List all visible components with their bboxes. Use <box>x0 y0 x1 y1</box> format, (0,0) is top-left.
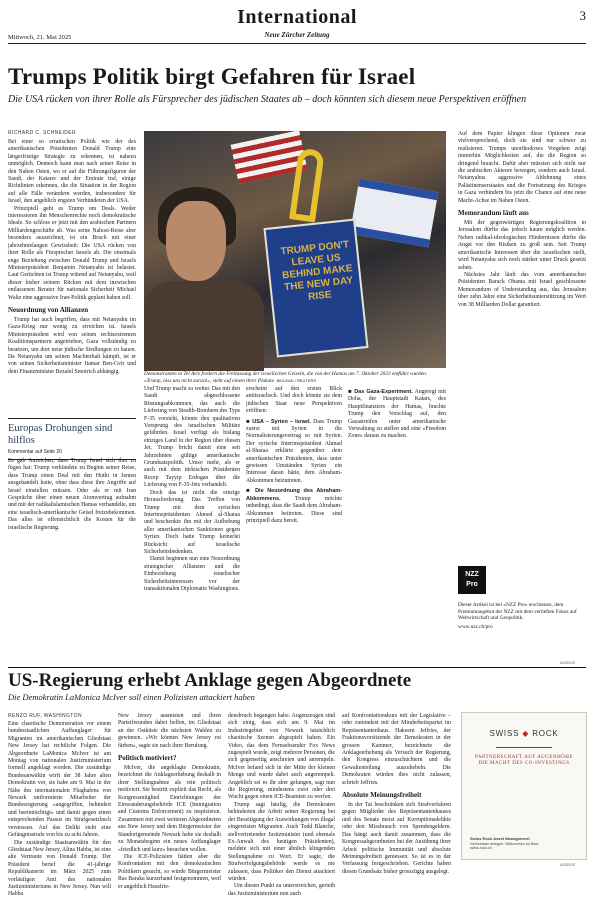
ad-tagline: PARTNERSCHAFT AUF AUGENHÖHE DIE MACHT DES CO-INVESTINGS <box>475 755 573 767</box>
section-heading: Neuordnung von Allianzen <box>8 305 89 314</box>
section-title: International <box>237 6 357 28</box>
paragraph: Um diesen Punkt zu unterstreichen, gerieth das Justizministerium nun auch <box>228 883 335 897</box>
paragraph: Trump hat auch begriffen, dass mit Netanyahu im Gaza-Krieg nur wenig zu erreichen ist. Israels Ministerpräsident wird von seinen rechtsextremen Koalitionspartnern angetrieben, Gaza vollständig zu besetzen, um dort neue jüdische Siedlungen zu bauen. Da Netanyahu um seinen Machterhalt kämpft, ist er von seinen Sicherheitsminister Itamar Ben-Gvir und dem Finanzminister Bezalel Smotrich abhängig. <box>8 316 136 375</box>
bullet-text: Trump möchte unbedingt, dass die Saudi dem Abraham-Abkommen beitreten. Diese sind prinzipiell dazu bereit. <box>246 495 342 524</box>
nzz-pro-logo <box>458 566 486 594</box>
bullet-title: Das Gaza-Experiment. <box>354 389 413 395</box>
paragraph: Es gab Anzeichen, dass Trump Israel sich ihm zu fügen hat: Trump verkündete zu Beginn seiner Reise, dass Trump einen Deal mit den Huthi in Jemen ausgehandelt hatte, ohne dass diese ihre Angriffe auf Israel einstellen müssen. Oder als er mit Iran Gespräche über einen neuen Atomvertrag aufnahm und mit der radikalislamischen Hamas verhandelte, um eine israelisch-amerikanische Geisel freizubekommen. Das alles ist offensichtlich die Kosten für die israelische Regierung. <box>8 458 136 531</box>
article-column-3b <box>348 386 446 656</box>
article-column-4 <box>458 131 586 559</box>
article-headline: Trumps Politik birgt Gefahren für Israel <box>8 64 416 89</box>
photo-caption <box>144 371 446 384</box>
paragraph: Nächstes Jahr läuft das vom amerikanischen Präsidenten Barack Obama mit Israel geschlossene Memorandum of Understanding aus, das Jerusalem über zehn Jahre eine Sicherheitsunterstützung im Wert von 38 Milliarden Dollar garantiert. <box>458 271 586 308</box>
bullet-title: USA – Syrien – Israel. <box>252 418 312 425</box>
divider <box>496 747 552 748</box>
caption-text: Demonstranten in Tel Aviv fordern die Freilassung der israelischen Geiseln, die von der Hamas am 7. Oktober 2023 entführt wurden. «Trump, lass uns nicht zurück», steht auf einem ihrer Plakate. <box>144 371 428 384</box>
article2-column-1 <box>8 721 111 898</box>
paragraph: Doch das ist nicht die einzige Herausforderung. Das Treffen von Trump mit dem syrischen Interimspräsidenten Ahmed al-Sharaa und beschenkte ihn mit der Aufhebung aller amerikanischen Sanktionen gegen Syrien. Doch hatte Trump keinerlei Rücksicht auf israelische Sicherheitsbedenken. <box>144 489 240 555</box>
paragraph: Die ICE-Polizisten hätten aber die Konfrontation mit den demokratischen Politikern gesucht, so würde Bürgermeister Ras Baraka kurzerhand festgenommen, weil er angeblich Hausfrie- <box>118 853 221 890</box>
photo-credit: BK/LEAD / REUTERS <box>276 377 317 383</box>
swiss-rock-logo <box>462 729 586 738</box>
article2-subhead: Die Demokratin LaMonica McIver soll einen Polizisten attackiert haben <box>8 692 255 702</box>
article2-byline: RENZO RUF, WASHINGTON <box>8 713 82 719</box>
article-subhead: Die USA rücken von ihrer Rolle als Fürsprecher des jüdischen Staates ab – doch könnten sich diesem neue Perspektiven eröffnen <box>8 94 527 105</box>
paragraph: densbruch begangen habe. Augenzeugen sind sich einig, dass sich am 9. Mai im Industriegebiet von Newark tatsächlich chaotische Szenen abgespielt haben. Ein Video, das dem Fernsehsender Fox News zugespielt wurde, zeigt mehrere Personen, die sich gegenseitig anschreien und anrempeln. McIver befand sich in der Mitte der kleinen Menge und wurde dabei auch angerempelt. Angeblich sei es ihr aber gelungen, sagt nun die Regierung, mindestens zwei oder drei Wucht gegen einen ICE-Beamten zu werfen. <box>228 713 335 801</box>
logo-text: Pro <box>466 581 478 588</box>
ad-company: Swiss Rock Asset Management <box>470 836 530 842</box>
paragraph: McIver, die angeklagte Demokratin, bezeichnet die Anklageerhebung deshalb in ihrer Stellungnahme als rein politisch motiviert. Sie bestritt explizit das Recht, als Kongressmitglied Einrichtungen der Einwanderungsbehörde ICE (Immigration and Customs Enforcement) zu inspizieren. Zusammen mit zwei weiteren Abgeordneten aus New Jersey und dem Bürgermeister der Standortgemeinde Newark habe sie deshalb zu Monatsbeginn ein neues Auffanglager «friedlich und kurz» besuchen wollen. <box>118 765 221 853</box>
paragraph: Damit beginnen nun eine Neuordnung strategischer Allianzen und die Einbeziehung israelischer Sicherheitsinteressen vor der transaktionalen Diplomatie Washingtons. <box>144 556 240 592</box>
bullet-item: ■ USA – Syrien – Israel. Dass Trump zuerst mit Syrien in die Normalisierungsvertrag so mit Syrien. Der syrische Interimspräsident Ahmad al-Sharaa erklärte gegenüber dem amerikanischen Präsidenten, dass unter gewissen Umständen Syrien ein Interesse daran hätte, dem Abraham-Abkommen beizutreten. <box>246 418 342 484</box>
article2-column-3 <box>228 713 335 897</box>
article-column-1b <box>8 458 136 658</box>
article-column-1 <box>8 139 136 376</box>
ad-link[interactable]: www.nzz.ch/pro <box>458 623 493 630</box>
paper-name: Neue Zürcher Zeitung <box>264 31 330 39</box>
paragraph: Die zuständige Staatsanwältin für den Gliedstaat New Jersey, Alina Habba, ist eine alte Vertraute von Donald Trump. Der Präsident berief die 41-jährige Republikanerin im März 2025 zum vorläufigen Amt des nationalen Justizministeriums in New Jersey. Nun will Habba <box>8 839 111 898</box>
paragraph: In der Tat beschränken sich Strafverfahren gegen Mitglieder des Repräsentantenhauses und des Senats meist auf Korruptionsdelikte oder den Missbrauch von Spendengeldern. Das hängt auch damit zusammen, dass die Kongressabgeordneten bei der Ausübung ihrer Arbeit politische Immunität und absolute Meinungsfreiheit geniessen. So ist es in der Verfassung festgeschrieben. Gerichte haben diesen Grundsatz bisher grosszügig ausgelegt. <box>342 802 451 875</box>
sign-text: TRUMP DON'T LEAVE US BEHIND MAKE THE NEW DAY RISE <box>280 239 354 303</box>
article2-headline: US-Regierung erhebt Anklage gegen Abgeordnete <box>8 670 412 691</box>
ad-link[interactable]: swiss-rock.ch <box>470 846 492 851</box>
paragraph: Trump sagt häufig, die Demokraten behinderten die Arbeit seiner Regierung bei der Beseitigung der Auswirkungen von illegal eingereisten Migranten. Auch Todd Blanche, stellvertretender Justizminister (und ehemals Ex-Anwalt des heutigen Präsidenten), meldete sich mit einer ähnlich klingenden Stellungnahme zu Wort. Er sagte, die Strafverfolgungsbehörde werde es nie zulassen, dass Politiker den Dienst attackiert würden. <box>228 801 335 882</box>
bullet-title: Die Neuordnung des Abraham-Abkommens. <box>246 488 342 502</box>
section-divider <box>8 667 586 668</box>
issue-date: Mittwoch, 21. Mai 2025 <box>8 34 72 41</box>
ad-label: ANZEIGE <box>560 863 576 867</box>
person-graphic <box>166 201 226 281</box>
logo-text: ROCK <box>532 729 559 738</box>
paragraph: Eine chaotische Demonstration vor einem bundesstaatlichen Auffanglager für Migranten im amerikanischen Gliedstaat New Jersey hat rechtliche Folgen. Die Abgeordnete LaMonica McIver ist am Montag von nationalen Justizministerium formell angeklagt worden. Die zuständige Bundesanwältin wirft der 38 Jahre alten Demokratin vor, sie habe am 9. Mai in der Nähe des internationalen Flughafens von Newark uniformierte Mitarbeiter der Bundesregierung «angegriffen, behindert und beeinträchtigt» und damit gegen einen entsprechenden Passus im Strafgesetzbuch verstossen. Auf das Delikt steht eine Gefängnisstrafe von bis zu acht Jahren. <box>8 721 111 839</box>
paragraph: Und Trump macht so weiter. Das mit den Saudi abgeschlossene Rüstungsabkommen, das auch die Lieferung von Stealth-Bombern des Typs F-35 vorsieht, könnte den qualitativen Vorsprung des israelischen Militärs gefährden. Israel verfügt als bislang einziges Land in der Region über diesen Jet. Trump bricht damit eine seit Jahrzehnten gültige amerikanische Grundsatzpolitik. Umso mehr, als er auch mit dem türkischen Präsidenten Recep Tayyip Erdogan über die Lieferung von F-35-Jets verhandelt. <box>144 386 240 489</box>
article-byline: RICHARD C. SCHNEIDER <box>8 130 77 136</box>
teaser-reference: Kommentar auf Seite 20 <box>8 449 62 455</box>
article-photo <box>144 131 446 368</box>
paragraph: auf Konfrontationskurs mit der Legislative – oder zumindest mit der Minderheitspartei im Repräsentantenhaus. Hakeem Jeffries, der Fraktionsvorsitzende der Demokraten in der grossen Kammer, bezeichnete die Anklageerhebung als Versuch der Regierung, den Kongress einzuschüchtern und die Gewaltenteilung auszuhebeln. Die Demokraten würden dies nicht zulassen, schrieb Jeffries. <box>342 713 451 786</box>
bullet-text: Dass Trump zuerst mit Syrien in die Normalisierungsvertrag so mit Syrien. Der syrische Interimspräsident Ahmad al-Sharaa erklärte gegenüber dem amerikanischen Präsidenten, dass unter gewissen Umständen Syrien ein Interesse daran hätte, dem Abraham-Abkommen beizutreten. <box>246 418 342 484</box>
paragraph: Mit der gegenwärtigen Regierungskoalition in Jerusalem dürfte das jedoch kaum möglich werden. Neben radikal-ideologischen Hindernissen dürfte die Angst vor den Risiken zu groß sein. Seit Trump amerikanische Interessen über die israelischen stellt, wird Netanyahu sich noch stärker unter Druck gesetzt sehen. <box>458 220 586 271</box>
article-column-2 <box>144 386 240 656</box>
ad-slogan: Gemeinsam anlegen. Willkommen an Bord. <box>470 841 540 846</box>
bullet-item: ■ Die Neuordnung des Abraham-Abkommens. Trump möchte unbedingt, dass die Saudi dem Abraham-Abkommen beitreten. Diese sind prinzipiell dazu bereit. <box>246 488 342 524</box>
teaser-title: Europas Drohungen sind hilflos <box>8 423 113 446</box>
section-heading: Politisch motiviert? <box>118 754 177 763</box>
article2-column-2 <box>118 713 221 890</box>
paragraph: Auf dem Papier klingen diese Optionen zwar vielversprechend, doch sie sind nur schwer zu realisieren. Trumps unorthodoxes Vorgehen zeigt immerhin Möglichkeiten auf, die die Region so dringend braucht. Dafür aber müssten sich nicht nur die arabischen Akteure bewegen, sondern auch Israel. Netanyahus aggressive Ablehnung eines Palästinenserstaates und die Fortsetzung des Krieges in Gaza verhindern bis jetzt die Chance auf eine neue Macht-Achse im Nahen Osten. <box>458 131 586 204</box>
nzz-pro-ad[interactable] <box>458 566 582 630</box>
paragraph: New Jersey ausmisten und ihren Parteifreunden dabei helfen, im Gliedstaat an der Ostküste die nächsten Wahlen zu gewinnen. «Wir können New Jersey rot färben», sagte sie nach ihrer Berufung. <box>118 713 221 749</box>
masthead <box>8 4 586 44</box>
page-number: 3 <box>579 8 586 23</box>
flag-graphic <box>350 178 439 247</box>
paragraph: erscheint auf den ersten Blick antiisraelisch. Und doch könnte sie dem jüdischen Staat neue Perspektiven eröffnen: <box>246 386 342 415</box>
article-column-3 <box>246 386 342 656</box>
section-heading: Absolute Meinungsfreiheit <box>342 791 422 800</box>
article2-column-4 <box>342 713 451 875</box>
ad-label: ANZEIGE <box>560 661 576 665</box>
bullet-item: ■ Das Gaza-Experiment. Angeregt mit Doha, der Hauptstadt Katars, des Hauptfinanziers der Hamas, brachte Trump den Vorschlag auf, den Gazastreifen unter amerikanische Verwaltung zu stellen und eine «Freedom Zone» daraus zu machen. <box>348 389 447 440</box>
swiss-rock-ad[interactable] <box>461 712 587 860</box>
section-heading: Memorandum läuft aus <box>458 209 529 218</box>
paragraph: Bei einer so erratischen Politik wie der des amerikanischen Präsidenten Donald Trump eine längerfristige Strategie zu erkennen, ist nahezu unmöglich. Dennoch kann man nach seiner Reise in den Nahen Osten, wo er auf die Führungsfiguren der Saudi, der Katarer und der Emirate traf, einige Richtlinien erkennen, die die Situation in der Region auf alle Fälle verändern werden, insbesondere für Israel, den angeblich engsten Verbündeten der USA. <box>8 139 136 205</box>
logo-text: NZZ <box>465 571 479 578</box>
person-graphic <box>144 281 264 371</box>
ad-footer <box>470 837 578 851</box>
logo-text: SWISS <box>489 729 520 738</box>
ad-text: Dieser Artikel ist bei «NZZ Pro» erschienen, dem Premiumangebot der NZZ mit dem vertieften Fokus auf Weltwirtschaft und Geopolitik. <box>458 602 577 622</box>
logo-mark-icon: ◆ <box>519 729 533 738</box>
comment-teaser[interactable] <box>8 418 136 460</box>
paragraph: Prinzipiell geht es Trump um Deals. Weder interessieren ihn Menschenrechte noch demokratische Ideale. So schloss er jetzt mit den arabischen Partnern Milliardengeschäfte ab. Was seine Nahost-Reise aber besonders auszeichnet, ist ein Bruch mit einer jahrzehntelangen Gewissheit: Die USA rücken von ihrer Rolle als Fürsprecher Israels ab. Die einstmals enge Beziehung zwischen Donald Trump und Israels Ministerpräsident Benjamin Netanyahu ist belastet. Laut Gerüchten ist Trump wütend auf Netanyahu, weil dieser bisher seinem Rücken mit dem inzwischen entlassenen Berater für nationale Sicherheit Michael Waltz eine aggressive Iran-Politik geplant haben soll. <box>8 205 136 301</box>
protest-sign <box>263 219 368 358</box>
bullet-text: Angeregt mit Doha, der Hauptstadt Katars, des Hauptfinanziers der Hamas, brachte Trump den Vorschlag auf, den Gazastreifen unter amerikanische Verwaltung zu stellen und eine «Freedom Zone» daraus zu machen. <box>348 389 447 440</box>
